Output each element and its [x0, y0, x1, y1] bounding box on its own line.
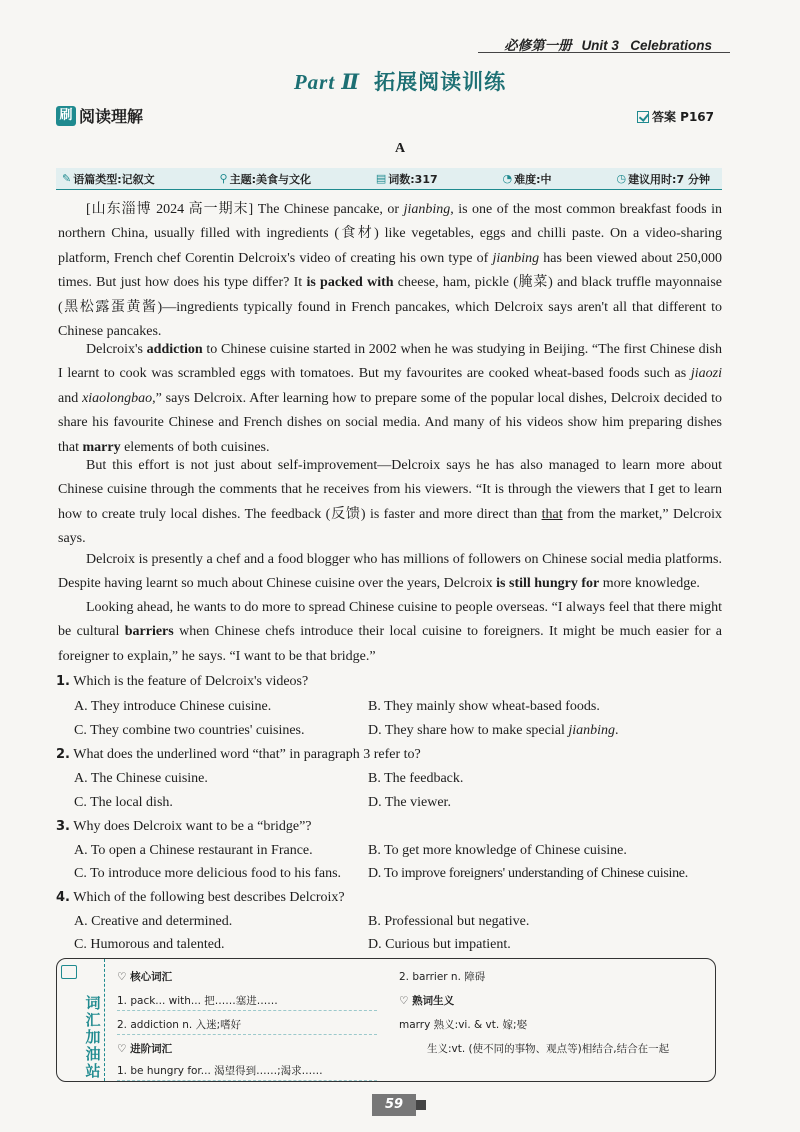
- question-4: [56, 888, 345, 908]
- running-header: [504, 34, 712, 54]
- unit-number: Unit 3: [581, 38, 619, 53]
- option-1a[interactable]: A. They introduce Chinese cuisine.: [74, 699, 272, 714]
- option-4d[interactable]: D. Curious but impatient.: [368, 937, 511, 952]
- text-run: jianbing: [492, 250, 540, 266]
- question-2: [56, 745, 421, 765]
- option-3c[interactable]: C. To introduce more delicious food to his fans.: [74, 866, 342, 881]
- option-3d[interactable]: D. To improve foreigners' understanding of Chinese cuisine.: [368, 866, 688, 881]
- difficulty-text: 难度:中: [514, 172, 552, 186]
- info-topic: [220, 171, 311, 187]
- header-rule: [478, 52, 730, 53]
- paragraph-3: [58, 454, 722, 552]
- question-stem: Which of the following best describes Delcroix?: [69, 890, 345, 905]
- core-vocab-1: 1. pack... with... 把……塞进……: [117, 993, 377, 1011]
- option-2b[interactable]: B. The feedback.: [368, 771, 464, 786]
- vocabulary-side-title: [65, 995, 101, 1080]
- underlined-word: that: [541, 506, 563, 522]
- advanced-vocab-1: 1. be hungry for... 渴望得到……;渴求……: [117, 1063, 377, 1081]
- clock-icon: ◷: [616, 172, 627, 185]
- core-vocab-heading: ♡ 核心词汇: [117, 971, 173, 983]
- familiar-word-heading: ♡ 熟词生义: [399, 995, 455, 1007]
- info-genre: [62, 171, 155, 187]
- option-text: D. They share how to make special: [368, 723, 569, 738]
- side-title-text: 词汇加油站: [85, 994, 101, 1080]
- vocabulary-box: [56, 958, 716, 1082]
- page-number: 59: [372, 1094, 416, 1116]
- text-run: xiaolongbao: [82, 390, 153, 406]
- info-difficulty: [503, 171, 552, 187]
- paragraph-1: [58, 198, 722, 344]
- bold-phrase: is still hungry for: [496, 576, 600, 592]
- question-stem: What does the underlined word “that” in paragraph 3 refer to?: [69, 747, 421, 762]
- unit-title: Celebrations: [630, 38, 712, 53]
- text-run: to Chinese cuisine started in 2002 when he was studying in Beijing. “The first Chinese dish I learnt to cook was scrambled eggs with tomatoes. But my favourites are cooked wheat-based foods such as: [58, 342, 723, 382]
- text-run: elements of both cuisines.: [120, 439, 270, 455]
- bold-phrase: marry: [82, 439, 121, 455]
- text-run: cheese, ham, pickle (腌菜) and black truffle mayonnaise (黑松露蛋黄酱)—ingredients typically found in French pancakes, which Delcroix says aren't all that different to Chinese pancakes.: [58, 275, 722, 340]
- option-4b[interactable]: B. Professional but negative.: [368, 914, 530, 929]
- info-words: [376, 171, 438, 187]
- question-stem: Why does Delcroix want to be a “bridge”?: [69, 819, 312, 834]
- text-run: [山东淄博 2024 高一期末] The Chinese pancake, or: [86, 202, 404, 217]
- marry-familiar-meaning: marry 熟义:vi. & vt. 嫁;娶: [399, 1019, 528, 1031]
- section-heading: [56, 104, 143, 127]
- part-number: Part Ⅱ: [293, 70, 361, 94]
- text-run: jianbing: [403, 202, 451, 217]
- option-text: jianbing: [568, 723, 616, 738]
- marry-new-meaning: 生义:vt. (使不同的事物、观点等)相结合,结合在一起: [427, 1043, 670, 1055]
- option-4a[interactable]: A. Creative and determined.: [74, 914, 233, 929]
- advanced-vocab-heading: ♡ 进阶词汇: [117, 1043, 173, 1055]
- option-4c[interactable]: C. Humorous and talented.: [74, 937, 225, 952]
- question-number: 1.: [56, 674, 70, 689]
- genre-text: 语篇类型:记叙文: [73, 172, 155, 186]
- bold-phrase: barriers: [124, 624, 174, 640]
- heading-text: 熟词生义: [412, 995, 455, 1007]
- paragraph-2: [58, 338, 722, 460]
- option-2c[interactable]: C. The local dish.: [74, 795, 173, 810]
- words-text: 词数:317: [388, 172, 438, 186]
- vocabulary-sidebar: [57, 959, 105, 1081]
- option-3b[interactable]: B. To get more knowledge of Chinese cuisine.: [368, 843, 627, 858]
- option-2a[interactable]: A. The Chinese cuisine.: [74, 771, 208, 786]
- paragraph-5: [58, 596, 722, 669]
- document-icon: ▤: [375, 172, 387, 185]
- text-run: and: [58, 390, 83, 406]
- text-run: Delcroix is presently a chef and a food blogger who has millions of followers on Chinese social media platforms. Despite having learnt so much about Chinese cuisine over the years, Delcroix: [58, 552, 722, 592]
- topic-text: 主题:美食与文化: [229, 172, 311, 186]
- option-2d[interactable]: D. The viewer.: [368, 795, 451, 810]
- text-run: when Chinese chefs introduce their local cuisine to foreigners. It might be much easier for a foreigner to explain,” he says. “I want to be that bridge.”: [58, 624, 722, 664]
- option-1b[interactable]: B. They mainly show wheat-based foods.: [368, 699, 600, 714]
- passage-info-bar: [56, 168, 722, 190]
- question-number: 3.: [56, 819, 70, 834]
- option-1d[interactable]: [368, 721, 619, 741]
- core-vocab-barrier: 2. barrier n. 障碍: [399, 971, 486, 983]
- book-title: 必修第一册: [504, 38, 572, 53]
- brush-badge-icon: 刷: [56, 106, 76, 126]
- text-run: But this effort is not just about self-improvement—Delcroix says he has also managed to learn more about Chinese cuisine through the comments that he receives from his viewers. “It is through the viewers that I get to learn how to create truly local dishes. The feedback (反馈) is faster and more direct than: [58, 458, 722, 522]
- question-1: [56, 672, 308, 692]
- text-run: more knowledge.: [599, 576, 700, 592]
- answer-page: 答案 P167: [651, 110, 714, 124]
- bold-phrase: is packed with: [306, 275, 394, 291]
- pen-icon: ✎: [62, 172, 72, 185]
- bold-phrase: addiction: [146, 342, 203, 357]
- passage-label: A: [394, 141, 406, 156]
- question-number: 4.: [56, 890, 70, 905]
- paragraph-4: [58, 548, 722, 597]
- answer-reference: [637, 108, 714, 125]
- option-text: .: [615, 723, 619, 738]
- heading-text: 核心词汇: [130, 971, 173, 983]
- gauge-icon: ◔: [502, 172, 513, 185]
- text-run: has been viewed about 250,000 times. But just how does his type differ? It: [58, 250, 723, 291]
- part-title: [0, 66, 800, 96]
- question-3: [56, 817, 312, 837]
- option-3a[interactable]: A. To open a Chinese restaurant in France.: [74, 843, 313, 858]
- part-name: 拓展阅读训练: [374, 70, 507, 94]
- text-run: , is one of the most common breakfast foods in northern China, usually filled with ingredients (食材) like vegetables, eggs and chilli paste. On a video-sharing platform, French chef Corentin Delcroix's video of creating his own type of: [58, 202, 722, 266]
- question-stem: Which is the feature of Delcroix's videos?: [69, 674, 309, 689]
- heading-text: 进阶词汇: [130, 1043, 173, 1055]
- core-vocab-2: 2. addiction n. 入迷;嗜好: [117, 1017, 377, 1035]
- question-number: 2.: [56, 747, 70, 762]
- text-run: ,” says Delcroix. After learning how to prepare some of the popular local dishes, Delcroix decided to share his favourite Chinese and French dishes on social media. And many of his videos show him preparing dishes that: [58, 390, 722, 455]
- info-time: [616, 171, 710, 187]
- text-run: jiaozi: [690, 366, 722, 382]
- book-icon: [61, 965, 77, 979]
- text-run: Delcroix's: [86, 342, 147, 357]
- search-icon: ⚲: [219, 172, 228, 185]
- check-icon: [637, 111, 649, 123]
- text-run: from the market,” Delcroix says.: [58, 506, 722, 547]
- section-title: 阅读理解: [79, 107, 144, 126]
- option-1c[interactable]: C. They combine two countries' cuisines.: [74, 723, 305, 738]
- time-text: 建议用时:7 分钟: [628, 172, 710, 186]
- text-run: Looking ahead, he wants to do more to spread Chinese cuisine to people overseas. “I always feel that there might be cultural: [58, 600, 722, 640]
